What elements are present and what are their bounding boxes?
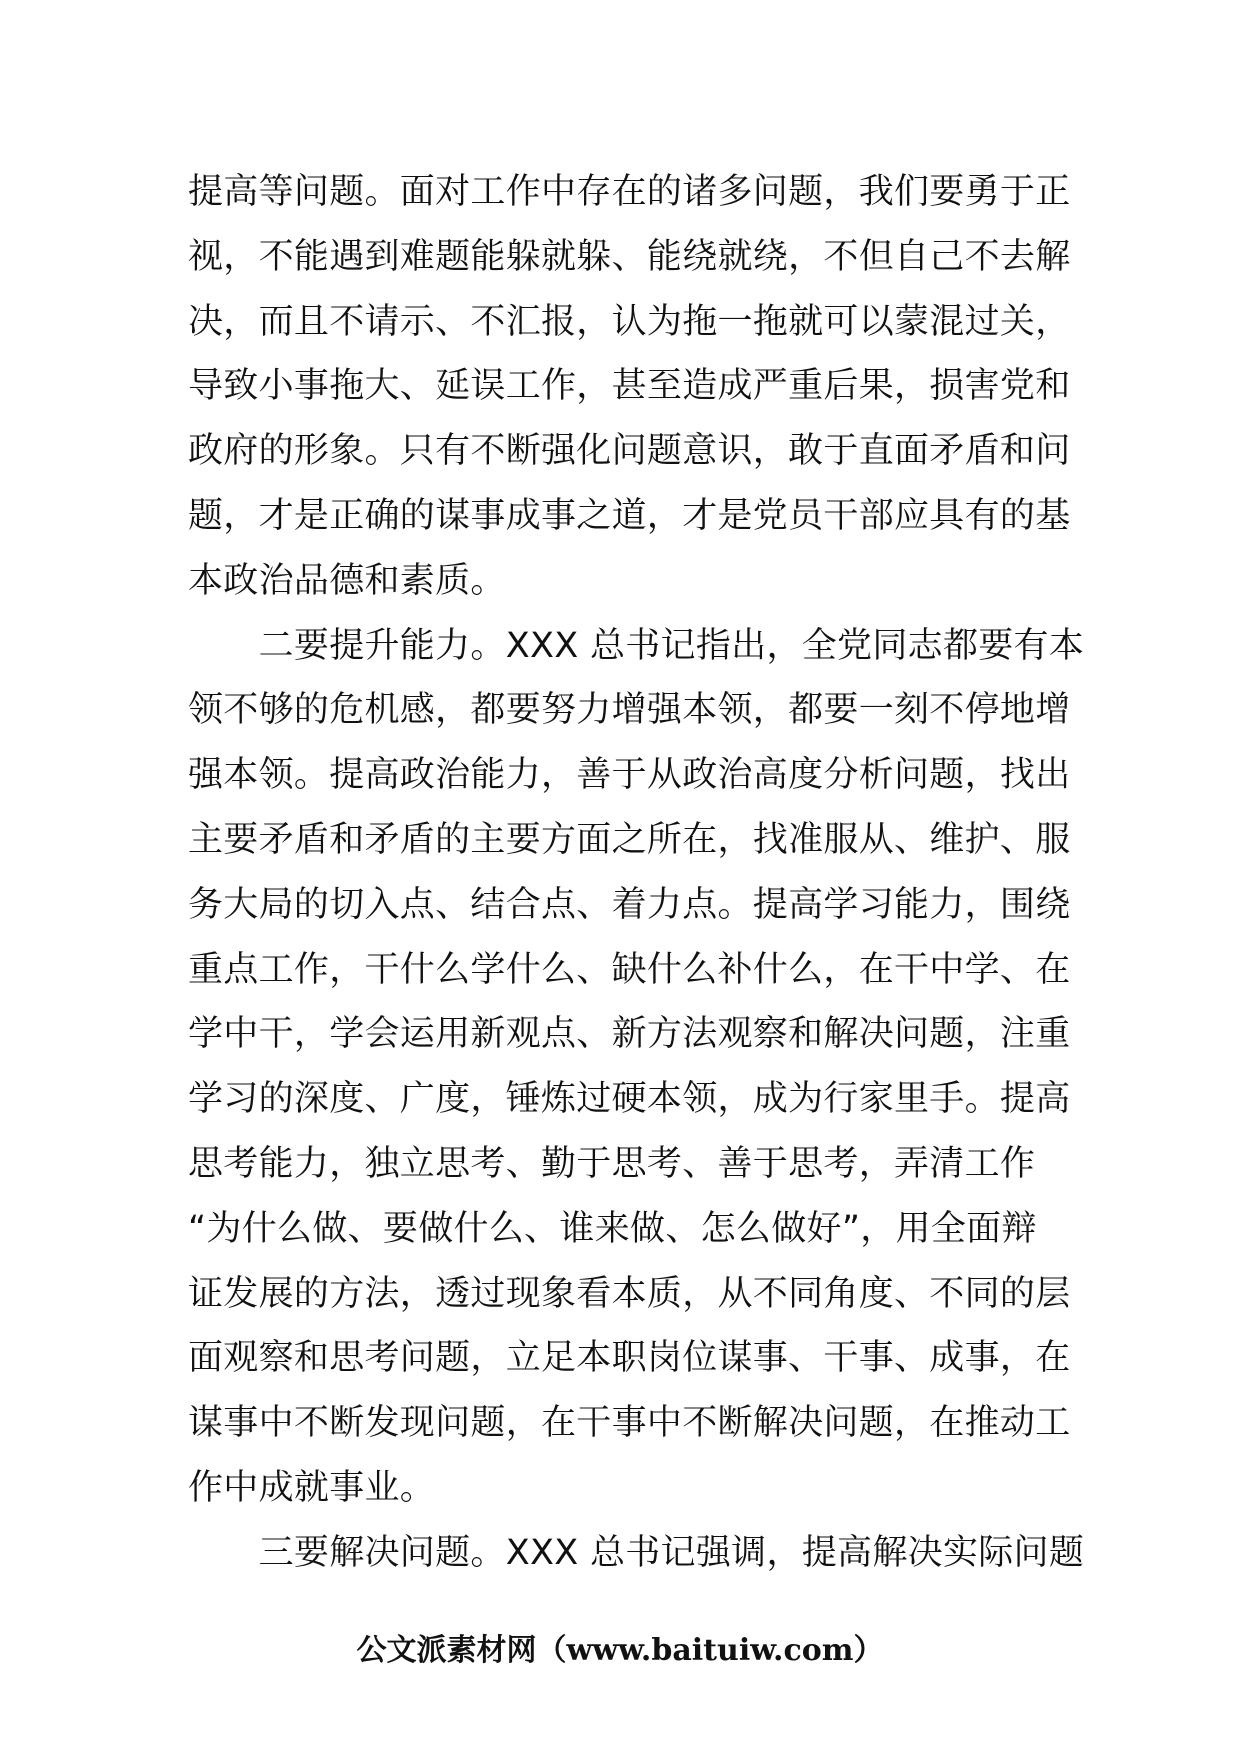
text-line: 作中成就事业。 — [188, 1467, 436, 1508]
text-line: 决，而且不请示、不汇报，认为拖一拖就可以蒙混过关， — [188, 301, 1071, 342]
text-line: 务大局的切入点、结合点、着力点。提高学习能力，围绕 — [188, 884, 1071, 925]
body-text — [188, 160, 1085, 1586]
text-line: 领不够的危机感，都要努力增强本领，都要一刻不停地增 — [188, 690, 1071, 731]
text-line: 谋事中不断发现问题，在干事中不断解决问题，在推动工 — [188, 1403, 1071, 1444]
text-line: 三要解决问题。XXX 总书记强调，提高解决实际问题 — [188, 1532, 1085, 1573]
text-line: 政府的形象。只有不断强化问题意识，敢于直面矛盾和问 — [188, 431, 1071, 472]
text-line: 提高等问题。面对工作中存在的诸多问题，我们要勇于正 — [188, 172, 1071, 212]
text-line: 本政治品德和素质。 — [188, 560, 506, 601]
text-line: 面观察和思考问题，立足本职岗位谋事、干事、成事，在 — [188, 1338, 1071, 1379]
text-line: 视，不能遇到难题能躲就躲、能绕就绕，不但自己不去解 — [188, 236, 1071, 277]
text-line: 强本领。提高政治能力，善于从政治高度分析问题，找出 — [188, 755, 1071, 796]
text-line: 导致小事拖大、延误工作，甚至造成严重后果，损害党和 — [188, 366, 1071, 407]
text-line: 主要矛盾和矛盾的主要方面之所在，找准服从、维护、服 — [188, 819, 1071, 860]
text-line: 题，才是正确的谋事成事之道，才是党员干部应具有的基 — [188, 495, 1071, 536]
text-line: 重点工作，干什么学什么、缺什么补什么，在干中学、在 — [188, 949, 1071, 990]
text-line: 学习的深度、广度，锤炼过硬本领，成为行家里手。提高 — [188, 1079, 1071, 1120]
text-line: 学中干，学会运用新观点、新方法观察和解决问题，注重 — [188, 1014, 1071, 1055]
text-line: “为什么做、要做什么、谁来做、怎么做好”，用全面辩 — [188, 1208, 1037, 1249]
footer-watermark: 公文派素材网（www.baituiw.com） — [356, 1633, 884, 1668]
text-line: 证发展的方法，透过现象看本质，从不同角度、不同的层 — [188, 1273, 1071, 1314]
text-line: 二要提升能力。XXX 总书记指出，全党同志都要有本 — [188, 625, 1085, 666]
text-line: 思考能力，独立思考、勤于思考、善于思考，弄清工作 — [188, 1143, 1036, 1184]
